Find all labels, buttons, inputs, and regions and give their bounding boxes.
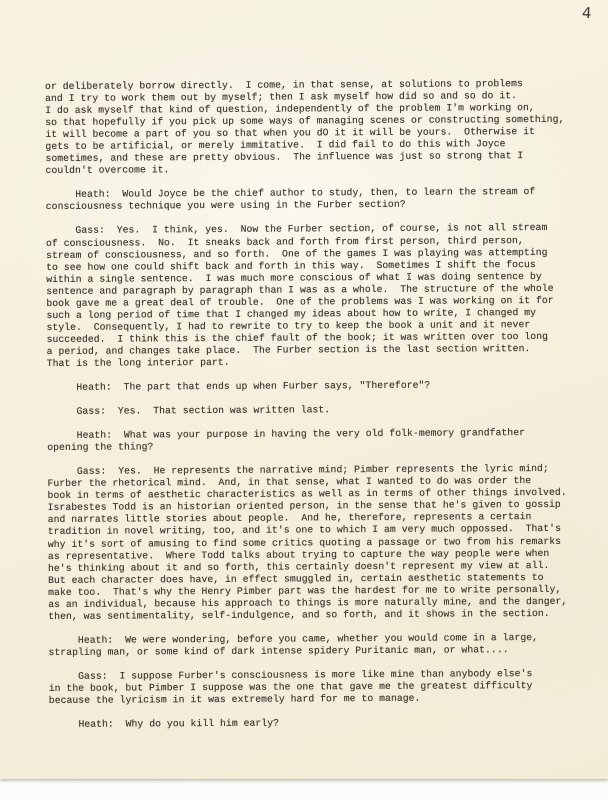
paragraph: Heath: What was your purpose in having the very old folk-memory grandfather opening the thing? bbox=[47, 427, 526, 454]
paragraph: Gass: Yes. I think, yes. Now the Furber section, of course, is not all stream of consciousness. No. It sneaks back and forth from first person, third person, stream of consciousness, and so forth. One of the games I was playing was attempting to see how one could shift back and forth in this way. Sometimes I shift the focus within a single sentence. I was much more conscious of what I was doing sentence by sentence and paragraph by paragraph than I was as a whole. The structure of the whole book gave me a great deal of trouble. One of the problems was I was working on it for such a long period of time that I changed my ideas about how to write, I changed my style. Consequently, I had to rewrite to try to keep the book a unit and it never succeeded. I think this is the chief fault of the book; it was written over too long a period, and changes take place. The Furber section is the last section written. That is the long interior part. bbox=[45, 222, 554, 369]
paragraph: or deliberately borrow directly. I come, in that sense, at solutions to problems and I try to work them out by myself; then I ask myself how did so and so do it. I do ask myself that kind of question, independently of the problem I'm working on, so that hopefully if you pick up some ways of managing scenes or constructing something, it will become a part of you so that when you dO it it will be yours. Otherwise it gets to be artificial, or merely immitative. I did fail to do this with Joyce sometimes, and these are pretty obvious. The influence was just so strong that I couldn't overcome it. bbox=[45, 78, 565, 177]
paragraph: Heath: Why do you kill him early? bbox=[48, 717, 280, 731]
page-number: 4 bbox=[581, 3, 593, 23]
paragraph: Heath: The part that ends up when Furber says, "Therefore"? bbox=[46, 379, 431, 394]
paragraph: Gass: I suppose Furber's consciousness is more like mine than anybody else's in the book, but Pimber I suppose was the one that gave me the greatest difficulty because the lyricism in it was extremely hard for me to manage. bbox=[48, 667, 533, 707]
paragraph: Gass: Yes. He represents the narrative mind; Pimber represents the lyric mind; Furber the rhetorical mind. And, in that sense, what I wanted to do was order the book in terms of aesthetic characteristics as well as in terms of other things involved. Israbestes Todd is an historian oriented person, in the sense that he's given to gossip and narrates little stories about people. And he, therefore, represents a certain tradition in novel writing, too, and it's one to which I am very much oppossed. That's why it's sort of amusing to find some critics quoting a passage or two from his remarks as representative. Where Todd talks about trying to capture the way people were when he's thinking about it and so forth, this certainly doesn't represent my view at all. But each character does have, in effect smuggled in, certain aesthetic statements to make too. That's why the Henry Pimber part was the hardest for me to write personally, as an individual, because his approach to things is more naturally mine, and the danger, then, was sentimentality, self-indulgence, and so forth, and it shows in the section. bbox=[47, 463, 568, 622]
paragraph: Heath: We were wondering, before you came, whether you would come in a large, strapling man, or some kind of dark intense spidery Puritanic man, or what.... bbox=[48, 631, 539, 658]
paragraph: Gass: Yes. That section was written last. bbox=[46, 404, 331, 418]
paragraph: Heath: Would Joyce be the chief author to study, then, to learn the stream of consciousness technique you were using in the Furber section? bbox=[45, 186, 536, 213]
transcript-text bbox=[45, 78, 594, 731]
